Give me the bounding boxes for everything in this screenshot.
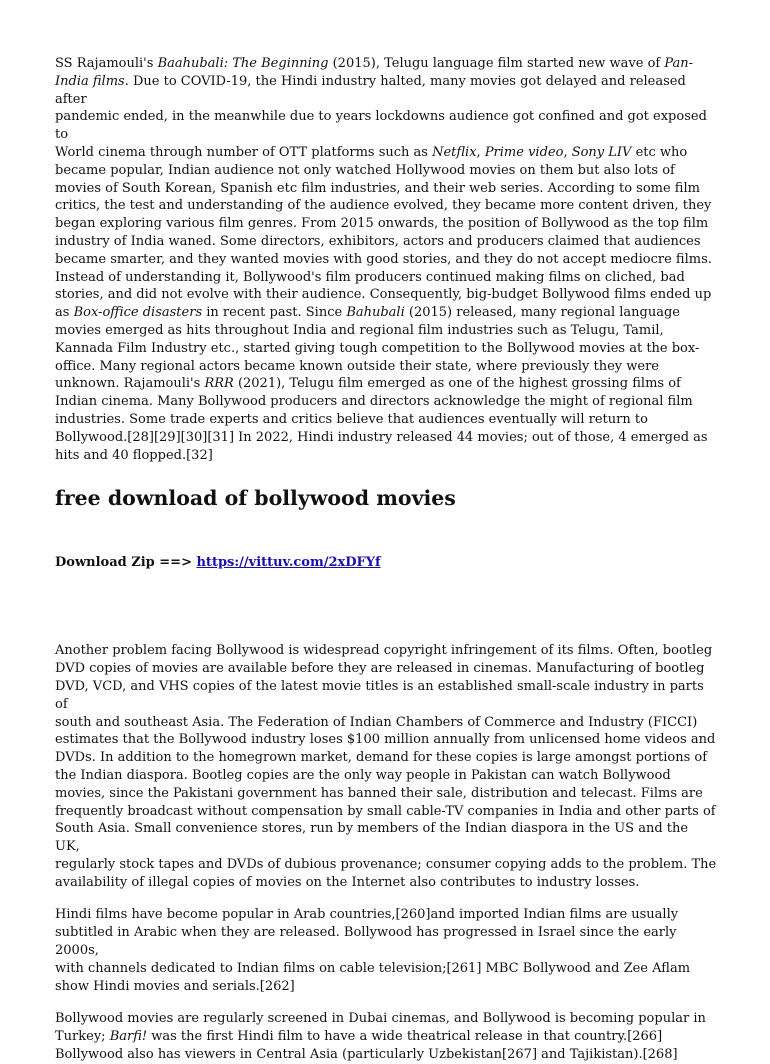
- section-heading: free download of bollywood movies: [55, 486, 456, 511]
- paragraph-arab-countries: Hindi films have become popular in Arab countries,[260]and imported Indian films are usually subtitled in Arabic when they are released. Bollywood has progressed in Israel since the early 2000s, with channels dedicated to Indian films on cable television;[261] MBC Bollywood and Zee Aflam show Hindi movies and serials.[262]: [55, 907, 691, 994]
- text-run: ,: [563, 144, 572, 160]
- download-line: [55, 554, 717, 572]
- paragraph-copyright: Another problem facing Bollywood is widespread copyright infringement of its films. Often, bootleg DVD copies of movies are available before they are released in cinemas. Manufacturing of bootleg DVD, VCD, and VHS copies of the latest movie titles is an established small-scale industry in parts of south and southeast Asia. The Federation of Indian Chambers of Commerce and Industry (FICCI) estimates that the Bollywood industry loses $100 million annually from unlicensed home videos and DVDs. In addition to the homegrown market, demand for these copies is large amongst portions of the Indian diaspora. Bootleg copies are the only way people in Pakistan can watch Bollywood movies, since the Pakistani government has banned their sale, distribution and telecast. Films are frequently broadcast without compensation by small cable-TV companies in India and other parts of South Asia. Small convenience stores, run by members of the Indian diaspora in the US and the UK, regularly stock tapes and DVDs of dubious provenance; consumer copying adds to the problem. The availability of illegal copies of movies on the Internet also contributes to industry losses.: [55, 643, 717, 890]
- download-link[interactable]: https://vittuv.com/2xDFYf: [196, 555, 381, 571]
- download-label: Download Zip ==>: [55, 555, 197, 571]
- italic-pan-india: Pan- India films: [55, 56, 694, 89]
- italic-barfi: Barfi!: [109, 1029, 148, 1045]
- text-run: . Due to COVID-19, the Hindi industry halted, many movies got delayed and released after pandemic ended, in the meanwhile due to years lockdowns audience got confined and got exposed to World cinema through number of OTT platforms such as: [55, 73, 707, 160]
- italic-netflix: Netflix: [432, 144, 477, 160]
- text-run: in recent past. Since: [202, 305, 347, 321]
- italic-box-office-disasters: Box-office disasters: [73, 305, 203, 321]
- italic-bahubali: Bahubali: [346, 305, 405, 321]
- italic-rrr: RRR: [204, 376, 234, 392]
- italic-prime-video: Prime video: [484, 144, 564, 160]
- text-run: (2021), Telugu film emerged as one of the highest grossing films of Indian cinema. Many Bollywood producers and directors acknowledge the might of regional film industries. Some trade experts and critics believe that audiences eventually will return to Bollywood.[28][29][30][31] In 2022, Hindi industry released 44 movies; out of those, 4 emerged as hits and 40 flopped.[32]: [55, 376, 708, 463]
- text-run: SS Rajamouli's: [55, 56, 158, 71]
- document-page: [55, 55, 717, 1064]
- italic-sony-liv: Sony LIV: [571, 144, 632, 160]
- text-run: (2015) released, many regional language movies emerged as hits throughout India and regional film industries such as Telugu, Tamil, Kannada Film Industry etc., started giving tough competition to the Bollywood movies at the box- office. Many regional actors became known outside their state, where previously they were unknown. Rajamouli's: [55, 305, 700, 392]
- text-run: (2015), Telugu language film started new wave of: [328, 56, 665, 71]
- paragraph-dubai-turkey: [55, 1010, 717, 1063]
- text-run: was the first Hindi film to have a wide theatrical release in that country.[266] Bollywood also has viewers in Central Asia (particularly Uzbekistan[267] and Tajikistan).[268]: [55, 1029, 678, 1063]
- text-run: ,: [476, 144, 485, 160]
- italic-title-baahubali: Baahubali: The Beginning: [157, 56, 329, 71]
- text-run: Bollywood movies are regularly screened in Dubai cinemas, and Bollywood is becoming popular in Turkey;: [55, 1011, 706, 1045]
- paragraph-intro: [55, 55, 717, 464]
- text-run: etc who became popular, Indian audience not only watched Hollywood movies on them but also lots of movies of South Korean, Spanish etc film industries, and their web series. According to some film critics, the test and understanding of the audience evolved, they became more content driven, they began exploring various film genres. From 2015 onwards, the position of Bollywood as the top film industry of India waned. Some directors, exhibitors, actors and producers claimed that audiences became smarter, and they wanted movies with good stories, and they do not accept mediocre films. Instead of understanding it, Bollywood's film producers continued making films on cliched, bad stories, and did not evolve with their audience. Consequently, big-budget Bollywood films ended up as: [55, 144, 712, 321]
